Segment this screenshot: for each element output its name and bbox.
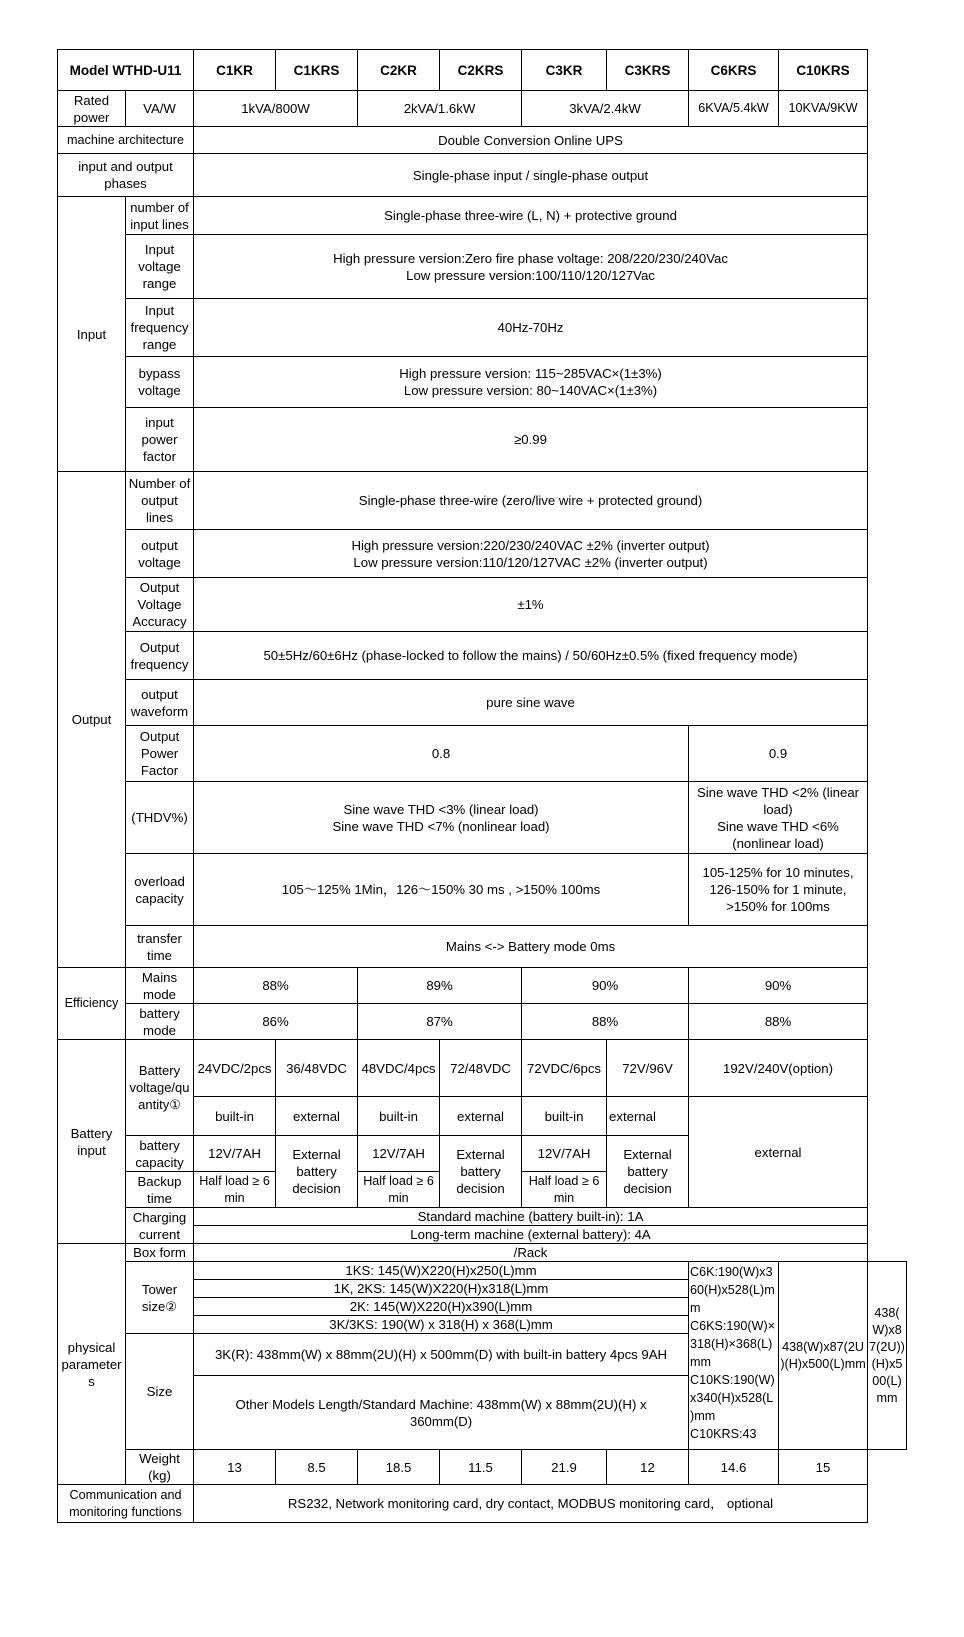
output-pf-small: 0.8 [194,726,689,782]
charging-row-1 [58,1208,907,1226]
output-frequency-value: 50±5Hz/60±6Hz (phase-locked to follow the mains) / 50/60Hz±0.5% (fixed frequency mode) [194,632,868,680]
battery-decision-c1krs: External battery decision [276,1136,358,1208]
battery-voltage-c3krs: 72V/96V [607,1040,689,1097]
rated-power-6k: 6KVA/5.4kW [689,91,779,127]
rated-power-1k: 1kVA/800W [194,91,358,127]
battery-voltage-c6-c10: 192V/240V(option) [689,1040,868,1097]
communication-row [58,1485,907,1523]
thd-large-line2: Sine wave THD <6% (nonlinear load) [717,818,839,851]
output-pf-label: Output Power Factor [126,726,194,782]
weight-c1kr: 13 [194,1450,276,1485]
thd-row [58,782,907,854]
rack-size-c10krs: 438(W)x87(2U))(H)x500(L)mm [868,1262,907,1450]
output-voltage-line1: High pressure version:220/230/240VAC ±2% (inverter output) [351,537,710,553]
input-pf-row [58,408,907,472]
model-c6krs: C6KRS [689,50,779,91]
input-frequency-value: 40Hz-70Hz [194,299,868,357]
physical-group-label: physical parameters [58,1244,126,1485]
tower-size-3k: 3K/3KS: 190(W) x 318(H) x 368(L)mm [194,1316,689,1334]
box-form-row [58,1244,907,1262]
efficiency-battery-row [58,1004,907,1040]
model-c10krs: C10KRS [779,50,868,91]
output-voltage-label: output voltage [126,530,194,578]
tower-size-label: Tower size② [126,1262,194,1334]
weight-c1krs: 8.5 [276,1450,358,1485]
input-voltage-value [194,235,868,299]
rated-power-label: Rated power [58,91,126,127]
rated-power-row [58,91,907,127]
box-form-label: Box form [126,1244,194,1262]
model-c2kr: C2KR [358,50,440,91]
rack-size-c6krs: 438(W)x87(2U)(H)x500(L)mm [779,1262,868,1450]
rated-power-10k: 10KVA/9KW [779,91,868,127]
weight-c10krs: 15 [779,1450,868,1485]
efficiency-battery-3k: 88% [522,1004,689,1040]
battery-decision-c3krs: External battery decision [607,1136,689,1208]
thd-label: (THDV%) [126,782,194,854]
efficiency-battery-1k: 86% [194,1004,358,1040]
output-voltage-value [194,530,868,578]
output-waveform-row [58,680,907,726]
thd-small-line2: Sine wave THD <7% (nonlinear load) [332,818,550,834]
phases-row [58,154,907,197]
battery-capacity-c1kr: 12V/7AH [194,1136,276,1172]
backup-time-c2kr: Half load ≥ 6 min [358,1172,440,1208]
thd-small-line1: Sine wave THD <3% (linear load) [343,801,539,817]
battery-placement-c3kr: built-in [522,1097,607,1136]
input-lines-row [58,197,907,235]
efficiency-battery-6k-10k: 88% [689,1004,868,1040]
output-pf-large: 0.9 [689,726,868,782]
output-frequency-row [58,632,907,680]
weight-c3kr: 21.9 [522,1450,607,1485]
transfer-value: Mains <-> Battery mode 0ms [194,926,868,968]
phases-value: Single-phase input / single-phase output [194,154,868,197]
output-lines-value: Single-phase three-wire (zero/live wire + protected ground) [194,472,868,530]
box-form-value: /Rack [194,1244,868,1262]
header-row [58,50,907,91]
communication-value: RS232, Network monitoring card, dry contact, MODBUS monitoring card， optional [194,1485,868,1523]
battery-placement-c2kr: built-in [358,1097,440,1136]
charging-label: Charging current [126,1208,194,1244]
weight-c2krs: 11.5 [440,1450,522,1485]
efficiency-group-label: Efficiency [58,968,126,1040]
input-voltage-line1: High pressure version:Zero fire phase voltage: 208/220/230/240Vac [333,250,728,266]
efficiency-battery-label: battery mode [126,1004,194,1040]
spec-sheet [57,49,907,1523]
output-group-label: Output [58,472,126,968]
overload-large-value [689,854,868,926]
c6-c10-sizes: C6K:190(W)x360(H)x528(L)mm C6KS:190(W)×318(H)×368(L)mm C10KS:190(W)x340(H)x528(L)mm C10KRS:43 [689,1262,779,1450]
thd-small-value [194,782,689,854]
battery-placement-c2krs: external [440,1097,522,1136]
backup-time-c1kr: Half load ≥ 6 min [194,1172,276,1208]
input-lines-label: number of input lines [126,197,194,235]
model-c2krs: C2KRS [440,50,522,91]
bypass-voltage-value [194,357,868,408]
efficiency-mains-label: Mains mode [126,968,194,1004]
battery-voltage-c2kr: 48VDC/4pcs [358,1040,440,1097]
battery-external-c6-c10: external [689,1097,868,1208]
overload-large-line1: 105-125% for 10 minutes, [702,865,854,880]
output-voltage-row [58,530,907,578]
phases-label: input and output phases [58,154,194,197]
battery-placement-c1krs: external [276,1097,358,1136]
bypass-voltage-label: bypass voltage [126,357,194,408]
efficiency-mains-2k: 89% [358,968,522,1004]
size-other: Other Models Length/Standard Machine: 438mm(W) x 88mm(2U)(H) x 360mm(D) [194,1376,689,1450]
charging-standard: Standard machine (battery built-in): 1A [194,1208,868,1226]
battery-voltage-c3kr: 72VDC/6pcs [522,1040,607,1097]
input-lines-value: Single-phase three-wire (L, N) + protective ground [194,197,868,235]
input-frequency-row [58,299,907,357]
bypass-voltage-line1: High pressure version: 115~285VAC×(1±3%) [399,366,662,381]
weight-c2kr: 18.5 [358,1450,440,1485]
battery-capacity-c2kr: 12V/7AH [358,1136,440,1172]
weight-label: Weight (kg) [126,1450,194,1485]
tower-size-1k-2ks: 1K, 2KS: 145(W)X220(H)x318(L)mm [194,1280,689,1298]
tower-row-1 [58,1262,907,1280]
output-accuracy-row [58,578,907,632]
input-voltage-line2: Low pressure version:100/110/120/127Vac [406,267,655,283]
output-accuracy-value: ±1% [194,578,868,632]
output-lines-row [58,472,907,530]
battery-capacity-label: battery capacity [126,1136,194,1172]
weight-c6krs: 14.6 [689,1450,779,1485]
spec-table [57,49,907,1523]
rated-power-unit: VA/W [126,91,194,127]
efficiency-mains-1k: 88% [194,968,358,1004]
battery-voltage-c2krs: 72/48VDC [440,1040,522,1097]
battery-voltage-c1kr: 24VDC/2pcs [194,1040,276,1097]
tower-size-1ks: 1KS: 145(W)X220(H)x250(L)mm [194,1262,689,1280]
output-lines-label: Number of output lines [126,472,194,530]
overload-small-value: 105～125% 1Min，126～150% 30 ms , >150% 100ms [194,854,689,926]
bypass-voltage-line2: Low pressure version: 80~140VAC×(1±3%) [403,383,658,398]
thd-large-value [689,782,868,854]
efficiency-mains-3k: 90% [522,968,689,1004]
model-c1kr: C1KR [194,50,276,91]
backup-time-c3kr: Half load ≥ 6 min [522,1172,607,1208]
model-c3kr: C3KR [522,50,607,91]
input-group-label: Input [58,197,126,472]
battery-voltage-label: Battery voltage/quantity① [126,1040,194,1136]
weight-c3krs: 12 [607,1450,689,1485]
efficiency-mains-row [58,968,907,1004]
overload-label: overload capacity [126,854,194,926]
rated-power-3k: 3kVA/2.4kW [522,91,689,127]
rated-power-2k: 2kVA/1.6kW [358,91,522,127]
overload-large-line3: >150% for 100ms [726,899,830,914]
transfer-row [58,926,907,968]
thd-large-line1: Sine wave THD <2% (linear load) [696,784,860,817]
battery-group-label: Battery input [58,1040,126,1244]
efficiency-mains-6k-10k: 90% [689,968,868,1004]
overload-large-line2: 126-150% for 1 minute, [709,882,847,897]
output-voltage-line2: Low pressure version:110/120/127VAC ±2% (inverter output) [353,554,708,570]
input-voltage-row [58,235,907,299]
input-pf-value: ≥0.99 [194,408,868,472]
input-frequency-label: Input frequency range [126,299,194,357]
battery-placement-c3krs: external [607,1097,689,1136]
tower-size-2k: 2K: 145(W)X220(H)x390(L)mm [194,1298,689,1316]
backup-time-label: Backup time [126,1172,194,1208]
output-waveform-label: output waveform [126,680,194,726]
battery-capacity-c3kr: 12V/7AH [522,1136,607,1172]
architecture-label: machine architecture [58,127,194,154]
battery-placement-c1kr: built-in [194,1097,276,1136]
output-pf-row [58,726,907,782]
model-c1krs: C1KRS [276,50,358,91]
size-label: Size [126,1334,194,1450]
architecture-value: Double Conversion Online UPS [194,127,868,154]
input-pf-label: input power factor [126,408,194,472]
output-accuracy-label: Output Voltage Accuracy [126,578,194,632]
overload-row [58,854,907,926]
bypass-voltage-row [58,357,907,408]
input-voltage-label: Input voltage range [126,235,194,299]
model-label: Model WTHD-U11 [58,50,194,91]
output-frequency-label: Output frequency [126,632,194,680]
charging-long-term: Long-term machine (external battery): 4A [194,1226,868,1244]
architecture-row [58,127,907,154]
output-waveform-value: pure sine wave [194,680,868,726]
transfer-label: transfer time [126,926,194,968]
model-c3krs: C3KRS [607,50,689,91]
size-3kr: 3K(R): 438mm(W) x 88mm(2U)(H) x 500mm(D) with built-in battery 4pcs 9AH [194,1334,689,1376]
battery-voltage-c1krs: 36/48VDC [276,1040,358,1097]
battery-voltage-row [58,1040,907,1097]
efficiency-battery-2k: 87% [358,1004,522,1040]
battery-decision-c2krs: External battery decision [440,1136,522,1208]
communication-label: Communication and monitoring functions [58,1485,194,1523]
weight-row [58,1450,907,1485]
